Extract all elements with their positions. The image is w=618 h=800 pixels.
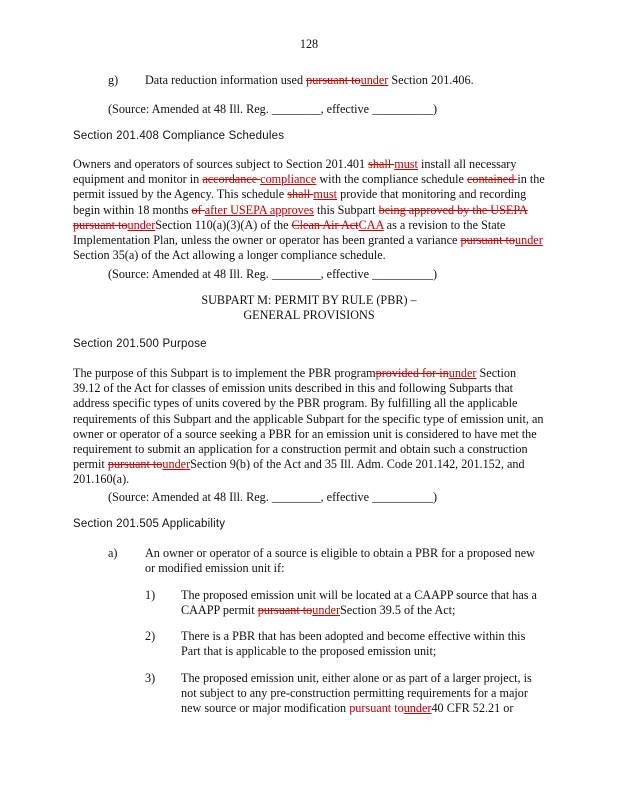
section-500-segment: requirement to submit an application for a construction permit and obtain such a construction	[73, 442, 528, 456]
source-note-1: (Source: Amended at 48 Ill. Reg. ________, effective __________)	[108, 102, 438, 116]
section-408-segment: shall	[368, 157, 395, 171]
section-500-segment: under	[448, 366, 477, 380]
item-2-line	[181, 644, 436, 659]
section-408-segment: of	[191, 202, 205, 217]
section-408-segment: begin within 18 months	[73, 202, 192, 217]
section-408-heading: Section 201.408 Compliance Schedules	[73, 130, 285, 142]
section-408-segment: being approved by the USEPA	[378, 202, 528, 217]
section-408-line	[73, 157, 516, 172]
item-2-line	[181, 629, 525, 644]
section-500-line	[73, 472, 129, 487]
item-g-label: g)	[108, 73, 119, 87]
section-500-line	[73, 457, 525, 472]
section-500-segment: requirements of this Subpart and the applicable Subpart for the specific type of emission unit, an	[73, 411, 544, 426]
section-408-segment: with the compliance schedule	[316, 172, 467, 187]
section-500-line	[73, 412, 543, 427]
section-500-segment: permit	[73, 457, 108, 472]
source-note-3: (Source: Amended at 48 Ill. Reg. ________, effective __________)	[108, 490, 438, 504]
section-408-segment: Section 35(a) of the Act allowing a longer compliance schedule.	[73, 248, 386, 263]
section-408-segment: contained	[466, 172, 518, 187]
section-408-segment: must	[394, 157, 418, 171]
section-408-segment: as a revision to the State	[383, 217, 506, 232]
item-3-line	[181, 701, 513, 716]
item-a-line-2: or modified emission unit if:	[145, 561, 285, 575]
section-500-segment: under	[162, 457, 191, 472]
section-408-line	[73, 218, 505, 233]
section-408-segment: Implementation Plan, unless the owner or operator has been granted a variance	[73, 233, 461, 247]
item-3-segment: not subject to any pre-construction permitting requirements for a major	[181, 686, 528, 701]
item-g-inserted: under	[360, 73, 389, 87]
section-408-line	[73, 203, 528, 218]
section-500-line	[73, 427, 537, 442]
section-500-segment: provided for in	[375, 366, 449, 380]
section-408-segment: pursuant to	[73, 217, 128, 232]
section-408-segment: this Subpart	[313, 202, 379, 217]
section-500-segment: owner or operator of a source seeking a PBR for an emission unit is considered to have met the	[73, 426, 537, 441]
subpart-m-title-1: SUBPART M: PERMIT BY RULE (PBR) –	[201, 293, 417, 307]
section-500-heading: Section 201.500 Purpose	[73, 338, 207, 350]
item-3-line	[181, 686, 528, 701]
section-408-segment: accordance	[202, 172, 261, 187]
section-408-segment: Owners and operators of sources subject to Section 201.401	[73, 157, 369, 171]
section-408-line	[73, 233, 543, 248]
section-408-line	[73, 187, 526, 202]
item-3-segment: 40 CFR 52.21 or	[431, 701, 514, 716]
subpart-m-title-2: GENERAL PROVISIONS	[243, 308, 375, 322]
item-1-segment: pursuant to	[257, 603, 313, 618]
item-2-segment: Part that is applicable to the proposed emission unit;	[181, 644, 437, 659]
section-500-segment: 201.160(a).	[73, 472, 130, 487]
item-1-segment: The proposed emission unit will be located at a CAAPP source that has a	[181, 588, 537, 602]
page-number: 128	[299, 37, 319, 51]
section-408-segment: provide that monitoring and recording	[337, 187, 527, 202]
section-408-line	[73, 172, 545, 187]
section-408-segment: shall	[287, 187, 314, 202]
section-408-segment: install all necessary	[417, 157, 517, 171]
section-500-segment: The purpose of this Subpart is to implement the PBR program	[73, 366, 376, 380]
section-408-segment: permit issued by the Agency. This schedule	[73, 187, 288, 202]
section-500-line	[73, 381, 513, 396]
section-500-line	[73, 442, 528, 457]
item-g-text	[145, 73, 474, 88]
section-408-segment: Clean Air Act	[291, 217, 359, 232]
section-408-segment: compliance	[260, 172, 317, 187]
section-500-segment: pursuant to	[107, 457, 163, 472]
source-note-2: (Source: Amended at 48 Ill. Reg. ________, effective __________)	[108, 267, 438, 281]
section-408-segment: pursuant to	[460, 233, 515, 247]
item-1-segment: under	[312, 603, 340, 618]
section-500-line	[73, 366, 516, 381]
item-1-line	[181, 588, 537, 603]
item-3-segment: under	[403, 701, 432, 716]
section-500-segment: Section 9(b) of the Act and 35 Ill. Adm. Code 201.142, 201.152, and	[190, 457, 525, 472]
item-1-segment: CAAPP permit	[181, 603, 258, 618]
section-500-segment: 39.12 of the Act for classes of emission units described in this and following Subparts that	[73, 381, 514, 396]
section-500-segment: Section	[476, 366, 517, 380]
item-2-label: 2)	[145, 629, 156, 643]
section-408-segment: under	[127, 217, 156, 232]
section-408-segment: must	[313, 187, 338, 202]
item-1-line	[181, 603, 455, 618]
section-500-segment: address specific types of units covered by the PBR program. By fulfilling all the applicable	[73, 396, 518, 411]
section-408-segment: under	[515, 233, 543, 247]
section-408-segment: in the	[517, 172, 545, 187]
section-500-line	[73, 396, 517, 411]
section-408-line	[73, 248, 386, 263]
item-3-line	[181, 671, 532, 686]
item-g-deleted: pursuant to	[306, 73, 361, 87]
item-1-label: 1)	[145, 588, 156, 602]
item-a-label: a)	[108, 546, 118, 560]
item-g-text-2: Section 201.406.	[388, 73, 474, 87]
item-2-segment: There is a PBR that has been adopted and become effective within this	[181, 629, 526, 643]
section-408-segment: CAA	[358, 217, 384, 232]
section-505-heading: Section 201.505 Applicability	[73, 518, 226, 530]
item-1-segment: Section 39.5 of the Act;	[340, 603, 456, 618]
item-g-text-1: Data reduction information used	[145, 73, 307, 87]
section-408-segment: Section 110(a)(3)(A) of the	[155, 217, 292, 232]
item-a-line-1: An owner or operator of a source is eligible to obtain a PBR for a proposed new	[145, 546, 535, 560]
item-3-segment: The proposed emission unit, either alone or as part of a larger project, is	[181, 671, 532, 685]
item-3-segment: new source or major modification pursuant to	[181, 701, 404, 716]
section-408-segment: after USEPA approves	[204, 202, 314, 217]
item-3-label: 3)	[145, 671, 156, 685]
section-408-segment: equipment and monitor in	[73, 172, 203, 187]
